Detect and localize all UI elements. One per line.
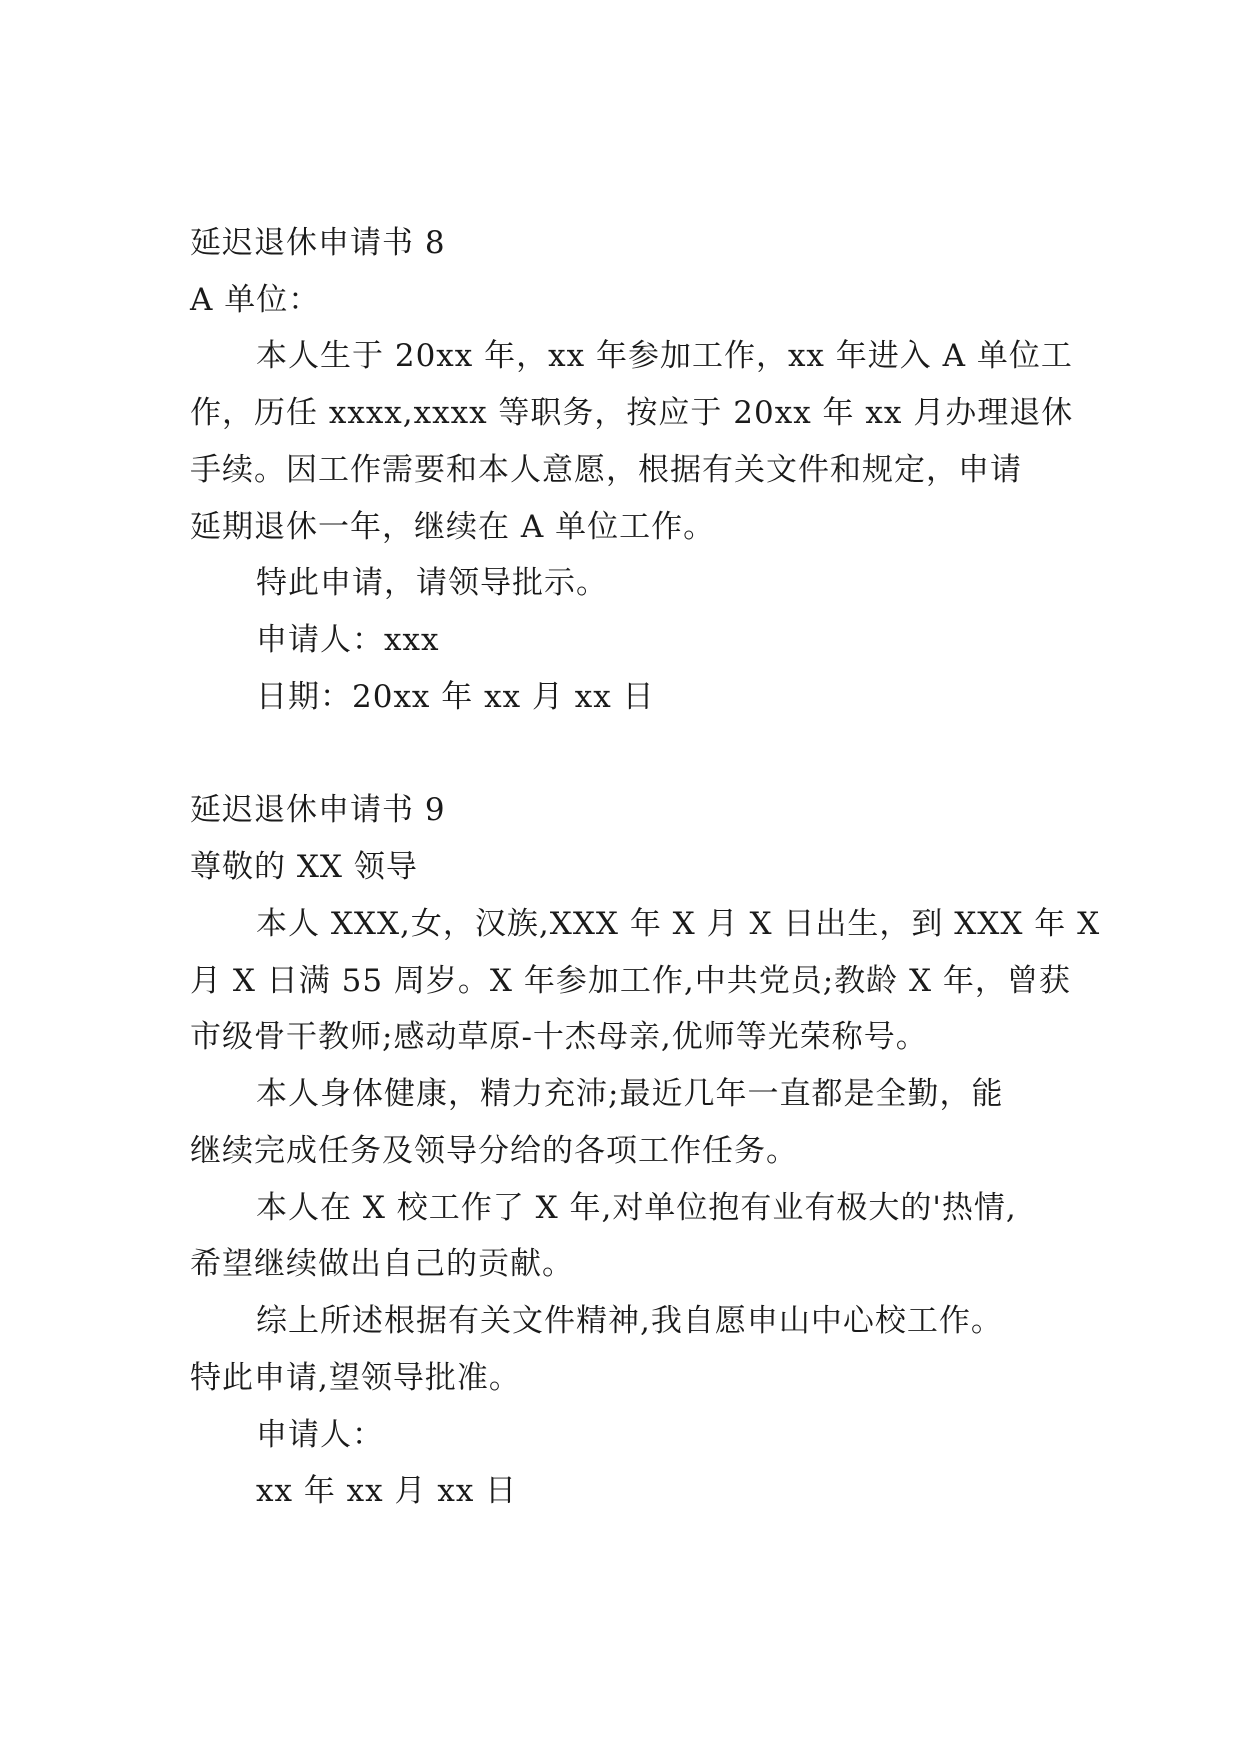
letter9-applicant: 申请人：	[256, 1417, 384, 1453]
letter9-para4-line-1: 综上所述根据有关文件精神,我自愿申山中心校工作。	[256, 1303, 1003, 1339]
letter8-applicant: 申请人：xxx	[256, 622, 440, 658]
letter8-body-line-2: 作，历任 xxxx,xxxx 等职务，按应于 20xx 年 xx 月办理退休	[190, 395, 1074, 431]
letter9-para4-line-2: 特此申请,望领导批准。	[190, 1360, 521, 1396]
letter8-body-line-3: 手续。因工作需要和本人意愿，根据有关文件和规定，申请	[190, 452, 1022, 488]
letter9-para3-line-1: 本人在 X 校工作了 X 年,对单位抱有业有极大的'热情,	[256, 1190, 1017, 1226]
letter9-para1-line-1: 本人 XXX,女，汉族,XXX 年 X 月 X 日出生，到 XXX 年 X	[256, 906, 1101, 942]
letter9-para2-line-1: 本人身体健康，精力充沛;最近几年一直都是全勤，能	[256, 1076, 1004, 1112]
letter8-body-line-4: 延期退休一年，继续在 A 单位工作。	[190, 509, 716, 545]
letter8-closing: 特此申请，请领导批示。	[256, 565, 608, 601]
letter8-body-line-1: 本人生于 20xx 年，xx 年参加工作，xx 年进入 A 单位工	[256, 338, 1073, 374]
letter9-para3-line-2: 希望继续做出自己的贡献。	[190, 1246, 574, 1282]
letter9-para1-line-3: 市级骨干教师;感动草原-十杰母亲,优师等光荣称号。	[190, 1019, 928, 1055]
letter8-date: 日期：20xx 年 xx 月 xx 日	[256, 679, 655, 715]
letter8-salutation: A 单位：	[190, 282, 321, 318]
letter9-title: 延迟退休申请书 9	[190, 792, 446, 828]
letter9-para1-line-2: 月 X 日满 55 周岁。X 年参加工作,中共党员;教龄 X 年，曾获	[190, 963, 1071, 999]
letter9-para2-line-2: 继续完成任务及领导分给的各项工作任务。	[190, 1133, 798, 1169]
letter9-salutation: 尊敬的 XX 领导	[190, 849, 418, 885]
letter9-date: xx 年 xx 月 xx 日	[256, 1473, 518, 1509]
letter8-title: 延迟退休申请书 8	[190, 225, 446, 261]
